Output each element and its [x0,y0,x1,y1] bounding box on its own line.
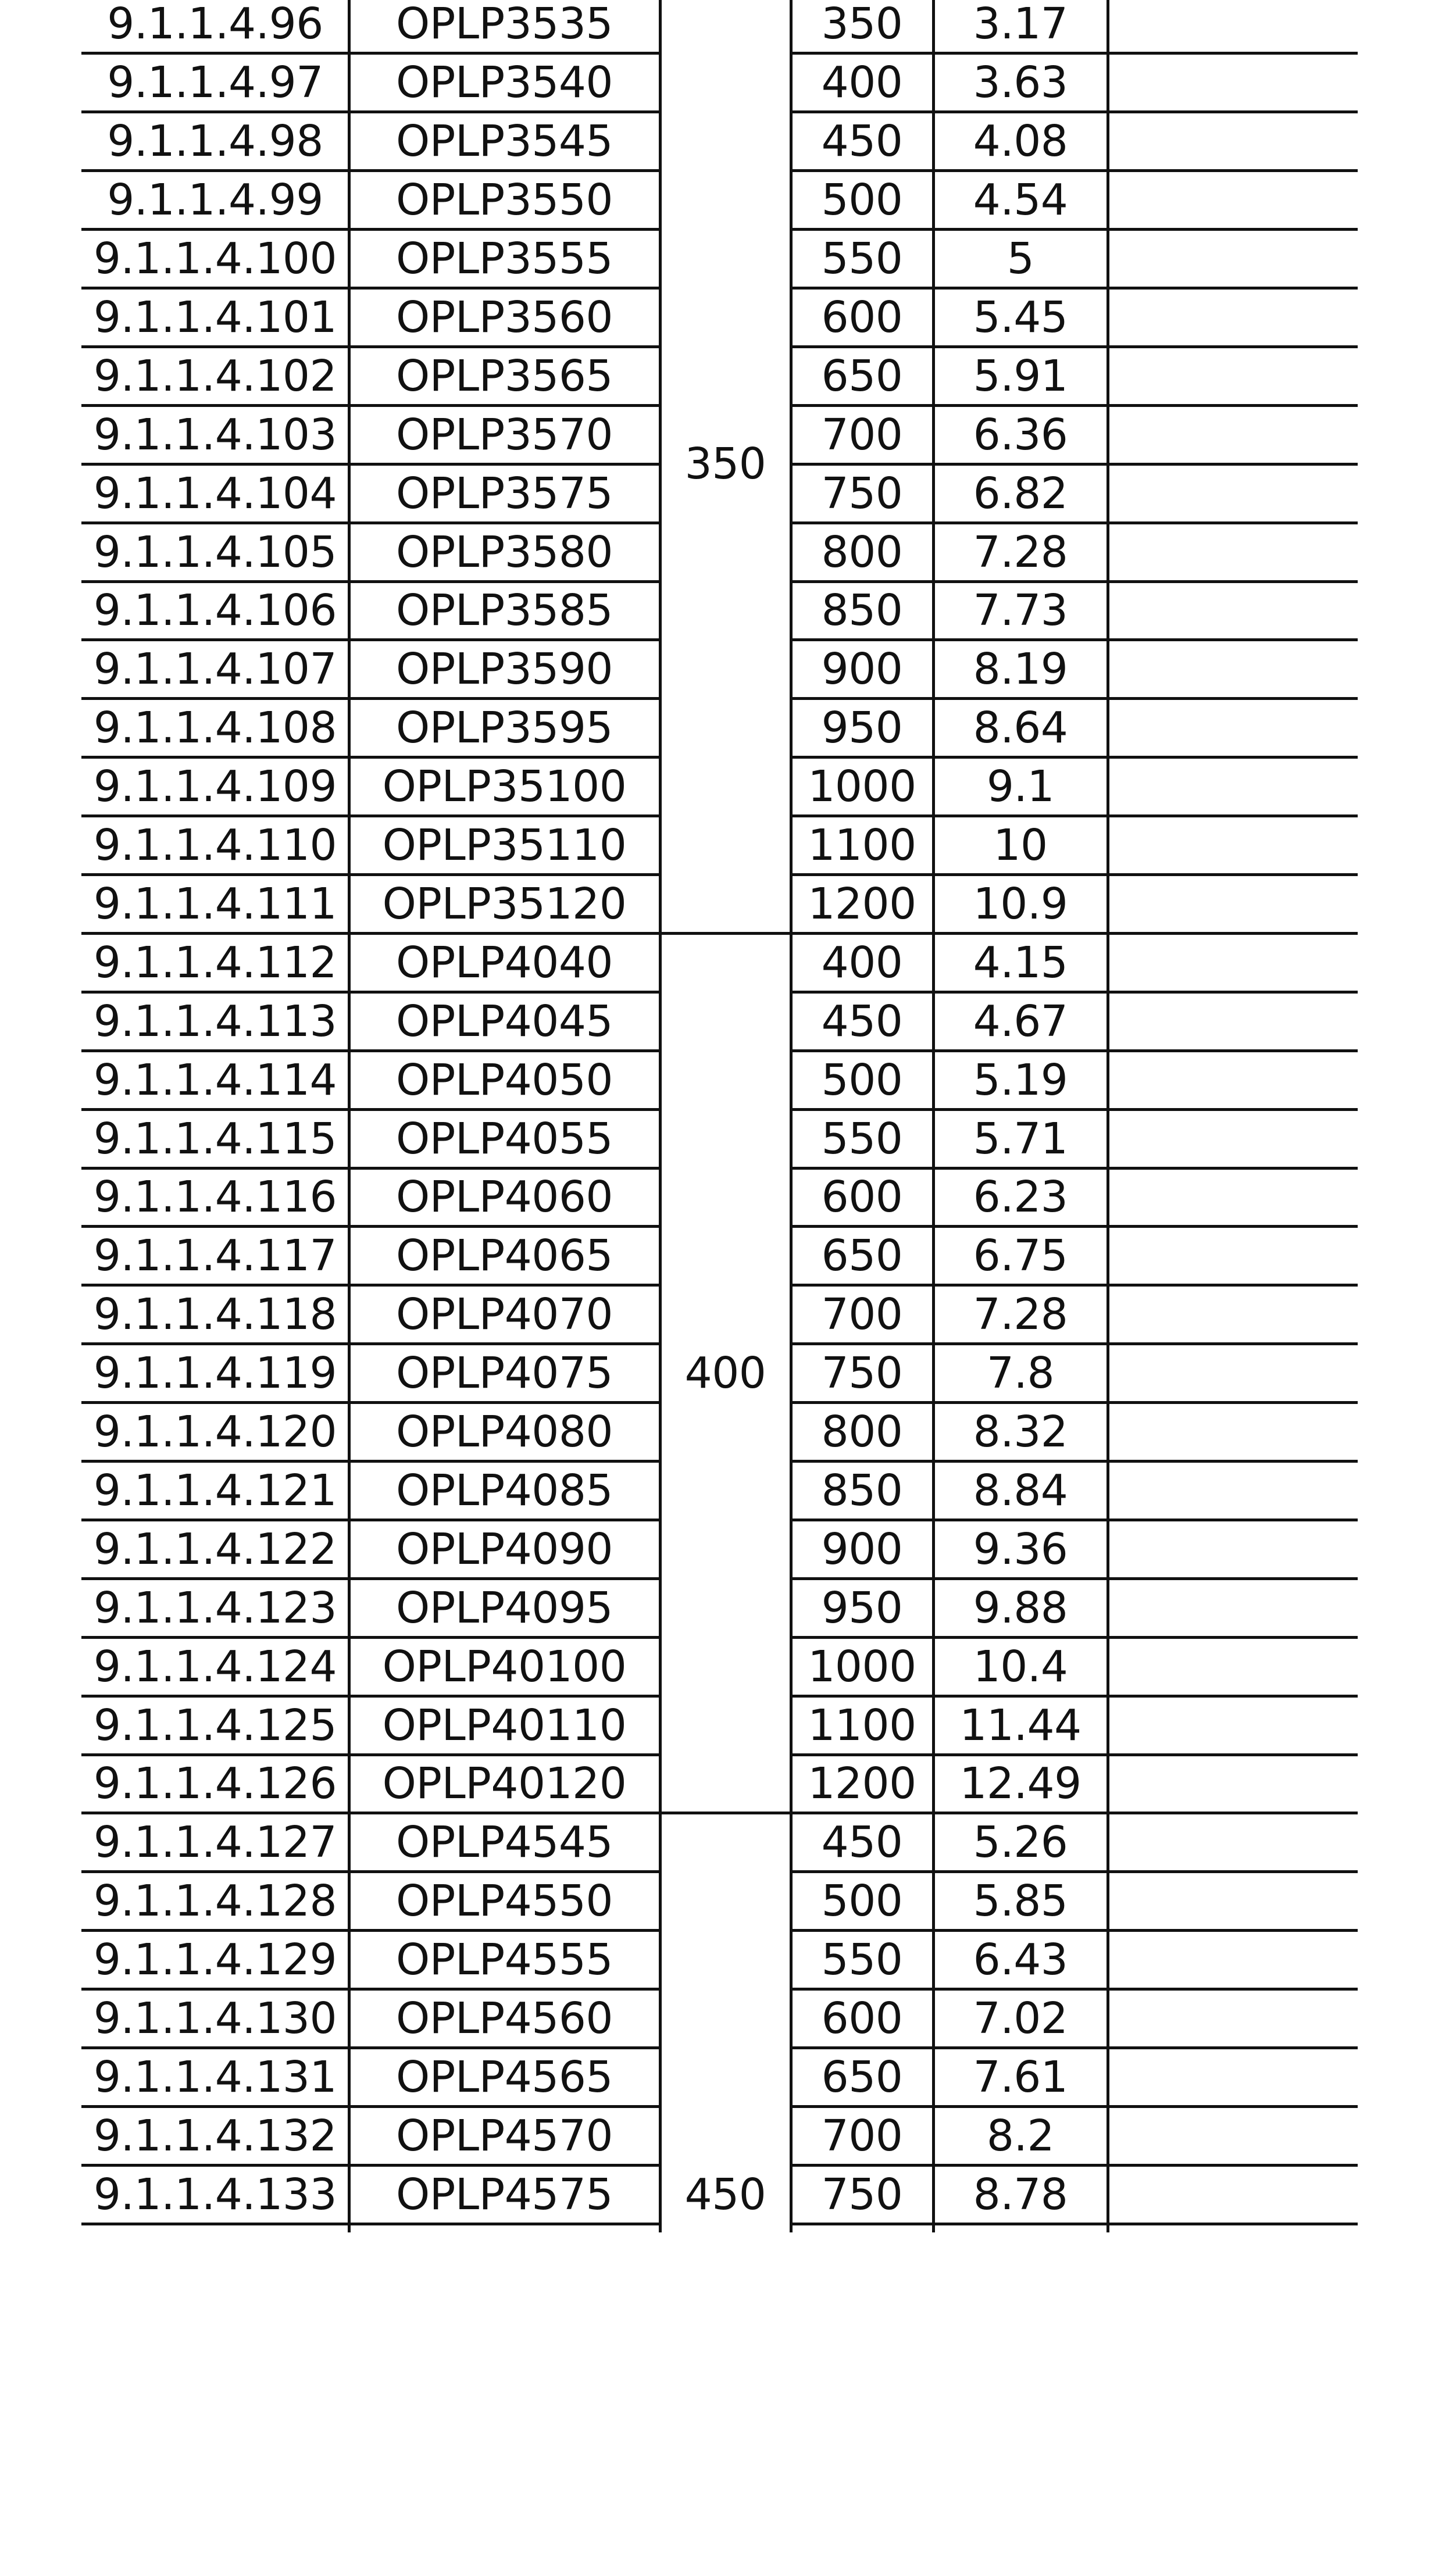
row-divider [81,52,660,55]
table-cell-blank [1108,640,1358,699]
table-cell-code: 9.1.1.4.103 [93,409,337,460]
table-cell-model: OPLP4095 [395,1582,613,1633]
table-cell-weight: 8.78 [973,2169,1068,2220]
row-divider [791,110,1358,113]
table-cell-length: 650 [821,1231,903,1281]
table-cell-blank [1108,53,1358,112]
table-cell-length: 950 [821,703,903,753]
table-cell-code: 9.1.1.4.106 [93,585,337,636]
table-cell-code: 9.1.1.4.127 [93,1817,337,1868]
table-cell-model: OPLP4040 [395,937,613,988]
table-cell-length: 750 [821,2169,903,2220]
row-divider [81,756,660,759]
table-cell-blank [1108,1168,1358,1227]
table-cell-code: 9.1.1.4.119 [93,1348,337,1399]
table-cell-blank [1108,699,1358,758]
table-cell-blank [1108,816,1358,875]
table-cell-weight: 5.26 [973,1817,1068,1868]
table-cell-code: 9.1.1.4.123 [93,1582,337,1633]
table-cell-code: 9.1.1.4.102 [93,351,337,401]
row-divider [81,1049,660,1052]
table-cell-length: 450 [821,116,903,167]
row-divider [791,1636,1358,1639]
table-cell-blank [1108,1285,1358,1344]
table-cell-length: 450 [821,1817,903,1868]
row-divider [81,1870,660,1873]
row-divider [81,228,660,231]
table-cell-blank [1108,992,1358,1051]
row-divider [81,1812,660,1814]
table-cell-length: 550 [821,234,903,284]
table-cell-model: OPLP3595 [395,703,613,753]
row-divider [791,1988,1358,1991]
row-divider [81,169,660,172]
row-divider [81,1519,660,1521]
row-divider [791,1812,1358,1814]
table-cell-length: 600 [821,1993,903,2044]
row-divider [791,932,1358,935]
table-cell-length: 1000 [808,1641,916,1692]
table-cell-code: 9.1.1.4.100 [93,234,337,284]
table-cell-weight: 5.85 [973,1876,1068,1927]
table-cell-weight: 8.84 [973,1465,1068,1516]
row-divider [81,1577,660,1580]
table-cell-length: 600 [821,1172,903,1223]
row-divider [81,814,660,817]
table-cell-length: 850 [821,585,903,636]
row-divider [81,2223,660,2225]
table-cell-model: OPLP3545 [395,116,613,167]
table-cell-blank [1108,288,1358,347]
table-cell-length: 700 [821,409,903,460]
row-divider [791,463,1358,466]
table-cell-blank [1108,405,1358,464]
table-cell-blank [1108,1462,1358,1520]
table-cell-weight: 7.28 [973,1289,1068,1340]
row-divider [791,1577,1358,1580]
row-divider [81,1753,660,1756]
table-cell-blank [1108,1578,1358,1637]
row-divider [791,1049,1358,1052]
table-cell-blank [1108,1227,1358,1285]
table-cell-weight: 4.54 [973,175,1068,226]
row-divider [791,345,1358,348]
table-cell-blank [1108,1344,1358,1403]
row-divider [791,1870,1358,1873]
table-cell-weight: 8.19 [973,644,1068,695]
row-divider [791,991,1358,994]
table-cell-code: 9.1.1.4.116 [93,1172,337,1223]
table-cell-blank [1108,1989,1358,2048]
table-cell-length: 1100 [808,820,916,871]
table-cell-weight: 12.49 [959,1759,1082,1809]
table-cell-code: 9.1.1.4.122 [93,1524,337,1574]
row-divider [791,2105,1358,2108]
row-divider [81,1342,660,1345]
table-cell-weight: 10.9 [973,878,1068,929]
row-divider [791,1342,1358,1345]
table-cell-code: 9.1.1.4.133 [93,2169,337,2220]
table-cell-code: 9.1.1.4.107 [93,644,337,695]
row-divider [791,2223,1358,2225]
row-divider [791,404,1358,407]
row-divider [791,521,1358,524]
table-cell-code: 9.1.1.4.112 [93,937,337,988]
table-cell-weight: 10 [993,820,1048,871]
table-cell-model: OPLP3555 [395,234,613,284]
table-cell-weight: 5 [1006,234,1034,284]
row-divider [81,1284,660,1287]
table-cell-length: 1200 [808,1759,916,1809]
table-cell-blank [1108,1696,1358,1755]
table-cell-length: 500 [821,1055,903,1105]
table-cell-model: OPLP4070 [395,1289,613,1340]
table-cell-model: OPLP3580 [395,527,613,577]
row-divider [791,1108,1358,1111]
table-cell-code: 9.1.1.4.96 [107,0,323,49]
table-cell-code: 9.1.1.4.115 [93,1113,337,1164]
row-divider [81,638,660,641]
table-cell-weight: 5.45 [973,292,1068,342]
table-cell-blank [1108,523,1358,581]
row-divider [81,697,660,700]
table-cell-length: 800 [821,527,903,577]
table-cell-code: 9.1.1.4.131 [93,2052,337,2102]
table-cell-length: 700 [821,1289,903,1340]
table-cell-code: 9.1.1.4.111 [93,878,337,929]
table-cell-model: OPLP3565 [395,351,613,401]
column-divider [348,0,351,2232]
table-cell-model: OPLP4555 [395,1935,613,1985]
table-cell-length: 500 [821,175,903,226]
row-divider [791,287,1358,290]
table-cell-code: 9.1.1.4.130 [93,1993,337,2044]
table-cell-weight: 5.19 [973,1055,1068,1105]
table-cell-length: 550 [821,1935,903,1985]
table-cell-model: OPLP4550 [395,1876,613,1927]
table-cell-blank [1108,1403,1358,1462]
table-cell-blank [1108,1637,1358,1696]
table-cell-code: 9.1.1.4.124 [93,1641,337,1692]
table-cell-weight: 3.17 [973,0,1068,49]
table-cell-model: OPLP35120 [382,878,627,929]
table-cell-code: 9.1.1.4.105 [93,527,337,577]
table-cell-length: 650 [821,351,903,401]
table-cell-code: 9.1.1.4.121 [93,1465,337,1516]
row-divider [81,991,660,994]
table-cell-length: 750 [821,1348,903,1399]
table-cell-length: 350 [821,0,903,49]
table-cell-blank [1108,875,1358,934]
table-cell-code: 9.1.1.4.114 [93,1055,337,1105]
table-cell-length: 750 [821,468,903,519]
table-cell-code: 9.1.1.4.125 [93,1700,337,1750]
table-cell-length: 1000 [808,762,916,812]
row-divider [81,1108,660,1111]
table-cell-weight: 4.67 [973,996,1068,1046]
row-divider [791,2164,1358,2167]
table-cell-model: OPLP4085 [395,1465,613,1516]
table-cell-model: OPLP40110 [382,1700,627,1750]
table-cell-blank [1108,0,1358,53]
table-cell-model: OPLP3560 [395,292,613,342]
row-divider [81,1695,660,1698]
table-cell-weight: 5.91 [973,351,1068,401]
table-cell-length: 1200 [808,878,916,929]
table-cell-weight: 7.61 [973,2052,1068,2102]
table-cell-blank [1108,1051,1358,1109]
table-cell-code: 9.1.1.4.120 [93,1407,337,1457]
table-cell-blank [1108,230,1358,288]
table-cell-blank [1108,581,1358,640]
table-cell-length: 900 [821,1524,903,1574]
table-cell-weight: 8.64 [973,703,1068,753]
table-cell-model: OPLP4560 [395,1993,613,2044]
table-cell-weight: 6.75 [973,1231,1068,1281]
table-cell-blank [1108,112,1358,171]
table-cell-code: 9.1.1.4.113 [93,996,337,1046]
row-divider [791,814,1358,817]
row-divider [791,1753,1358,1756]
table-cell-weight: 4.15 [973,937,1068,988]
table-cell-length: 650 [821,2052,903,2102]
table-cell-model: OPLP4575 [395,2169,613,2220]
row-divider [791,1401,1358,1404]
row-divider [791,228,1358,231]
table-cell-length: 450 [821,996,903,1046]
row-divider [791,169,1358,172]
group-label: 400 [684,1348,766,1399]
row-divider [81,1167,660,1170]
table-cell-model: OPLP3535 [395,0,613,49]
row-divider [791,1929,1358,1932]
table-cell-weight: 6.23 [973,1172,1068,1223]
table-cell-model: OPLP4050 [395,1055,613,1105]
table-cell-code: 9.1.1.4.109 [93,762,337,812]
table-cell-weight: 10.4 [973,1641,1068,1692]
table-cell-blank [1108,346,1358,405]
table-cell-blank [1108,2048,1358,2107]
table-cell-model: OPLP3550 [395,175,613,226]
table-cell-code: 9.1.1.4.118 [93,1289,337,1340]
table-cell-blank [1108,1931,1358,1989]
table-cell-model: OPLP3540 [395,58,613,108]
table-cell-blank [1108,1755,1358,1813]
table-cell-length: 900 [821,644,903,695]
table-cell-code: 9.1.1.4.128 [93,1876,337,1927]
column-divider [1107,0,1109,2232]
table-cell-length: 1100 [808,1700,916,1750]
table-cell-code: 9.1.1.4.97 [107,58,323,108]
table-cell-weight: 3.63 [973,58,1068,108]
table-cell-length: 700 [821,2110,903,2161]
table-cell-weight: 11.44 [959,1700,1082,1750]
table-cell-blank [1108,933,1358,992]
row-divider [791,873,1358,876]
table-cell-weight: 9.1 [986,762,1055,812]
table-cell-weight: 8.2 [986,2110,1055,2161]
column-divider [932,0,935,2232]
table-cell-blank [1108,758,1358,816]
table-cell-blank [1108,1520,1358,1578]
table-cell-length: 850 [821,1465,903,1516]
table-cell-weight: 8.32 [973,1407,1068,1457]
table-cell-weight: 9.88 [973,1582,1068,1633]
row-divider [81,287,660,290]
table-cell-model: OPLP40120 [382,1759,627,1809]
row-divider [81,345,660,348]
row-divider [81,1988,660,1991]
table-cell-model: OPLP4565 [395,2052,613,2102]
row-divider [81,1401,660,1404]
table-cell-code: 9.1.1.4.104 [93,468,337,519]
table-cell-length: 400 [821,937,903,988]
row-divider [81,463,660,466]
table-cell-code: 9.1.1.4.117 [93,1231,337,1281]
row-divider [81,2164,660,2167]
table-cell-code: 9.1.1.4.101 [93,292,337,342]
table-cell-weight: 4.08 [973,116,1068,167]
table-cell-model: OPLP3570 [395,409,613,460]
row-divider [791,1284,1358,1287]
table-cell-code: 9.1.1.4.108 [93,703,337,753]
table-cell-weight: 6.82 [973,468,1068,519]
table-cell-weight: 7.73 [973,585,1068,636]
table-cell-weight: 9.36 [973,1524,1068,1574]
row-divider [791,697,1358,700]
table-cell-length: 500 [821,1876,903,1927]
table-cell-length: 800 [821,1407,903,1457]
table-cell-blank [1108,2106,1358,2165]
table-cell-model: OPLP4065 [395,1231,613,1281]
row-divider [81,404,660,407]
row-divider [791,2046,1358,2049]
table-cell-model: OPLP4075 [395,1348,613,1399]
table-cell-model: OPLP35110 [382,820,627,871]
table-cell-code: 9.1.1.4.99 [107,175,323,226]
table-cell-blank [1108,464,1358,523]
table-cell-model: OPLP4045 [395,996,613,1046]
table-cell-length: 600 [821,292,903,342]
table-cell-model: OPLP4055 [395,1113,613,1164]
row-divider [81,1636,660,1639]
table-cell-model: OPLP4060 [395,1172,613,1223]
table-cell-weight: 7.8 [986,1348,1055,1399]
table-cell-model: OPLP3585 [395,585,613,636]
row-divider [791,1695,1358,1698]
table-cell-weight: 7.28 [973,527,1068,577]
row-divider [81,110,660,113]
table-cell-blank [1108,1872,1358,1931]
table-cell-model: OPLP4570 [395,2110,613,2161]
table-cell-length: 400 [821,58,903,108]
row-divider [81,932,660,935]
table-cell-blank [1108,2165,1358,2224]
row-divider [81,1929,660,1932]
row-divider [791,52,1358,55]
table-cell-model: OPLP4090 [395,1524,613,1574]
row-divider [791,638,1358,641]
table-cell-code: 9.1.1.4.110 [93,820,337,871]
row-divider [791,580,1358,583]
row-divider [81,1460,660,1463]
row-divider [81,873,660,876]
table-cell-length: 550 [821,1113,903,1164]
table-cell-weight: 5.71 [973,1113,1068,1164]
row-divider [81,580,660,583]
row-divider [81,1225,660,1228]
table-cell-model: OPLP35100 [382,762,627,812]
table-cell-model: OPLP4545 [395,1817,613,1868]
table-cell-weight: 7.02 [973,1993,1068,2044]
table-cell-code: 9.1.1.4.132 [93,2110,337,2161]
row-divider [81,521,660,524]
table-cell-weight: 6.43 [973,1935,1068,1985]
table-cell-code: 9.1.1.4.129 [93,1935,337,1985]
row-divider [791,756,1358,759]
table-cell-code: 9.1.1.4.126 [93,1759,337,1809]
table-cell-model: OPLP3590 [395,644,613,695]
table-cell-blank [1108,1813,1358,1872]
table-cell-blank [1108,1109,1358,1168]
group-label: 450 [684,2169,766,2220]
table-cell-weight: 6.36 [973,409,1068,460]
table-cell-model: OPLP40100 [382,1641,627,1692]
row-divider [791,1167,1358,1170]
row-divider [791,1519,1358,1521]
group-label: 350 [684,439,766,490]
table-cell-blank [1108,171,1358,230]
row-divider [791,1225,1358,1228]
table-cell-length: 950 [821,1582,903,1633]
table-cell-model: OPLP4080 [395,1407,613,1457]
row-divider [791,1460,1358,1463]
table-cell-model: OPLP3575 [395,468,613,519]
row-divider [81,2105,660,2108]
row-divider [81,2046,660,2049]
table-cell-code: 9.1.1.4.98 [107,116,323,167]
